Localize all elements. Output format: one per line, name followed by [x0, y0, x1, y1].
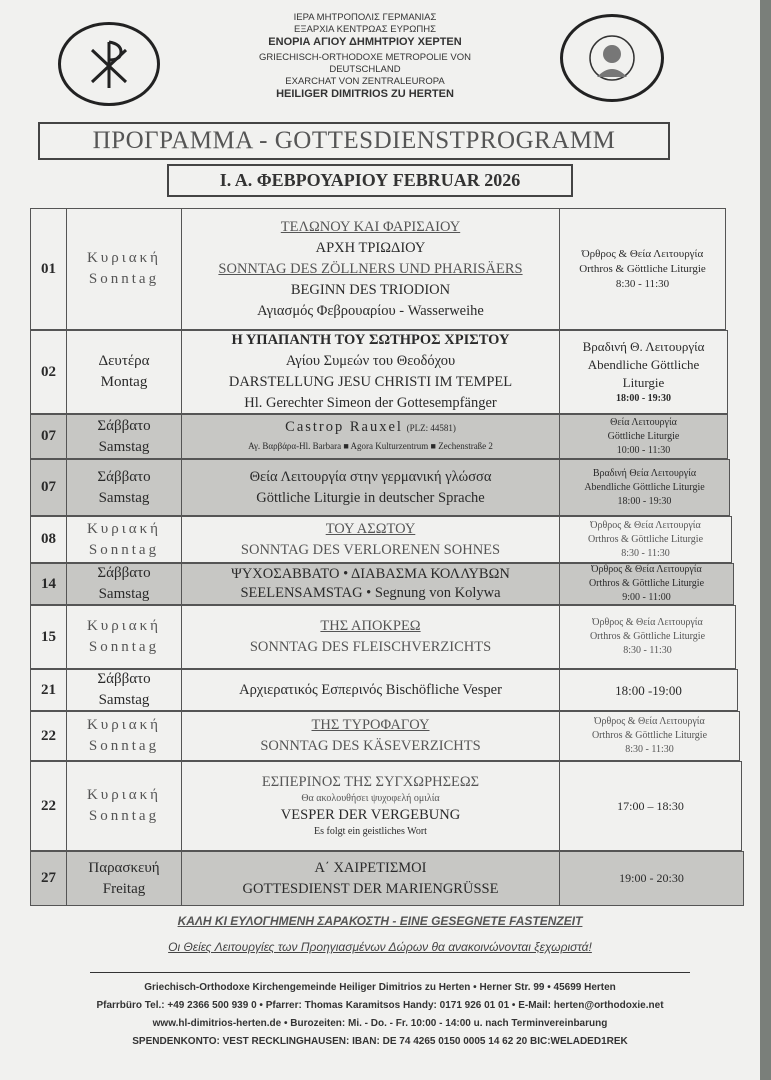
- service-line: DARSTELLUNG JESU CHRISTI IM TEMPEL: [228, 374, 513, 390]
- table-row: [30, 459, 730, 516]
- time-line: 19:00 - 20:30: [619, 871, 684, 885]
- weekday: [67, 670, 182, 710]
- table-row: [30, 563, 734, 605]
- weekday-german: Sonntag: [88, 738, 160, 754]
- background-edge: [760, 0, 771, 1080]
- service-line: SONNTAG DES ZÖLLNERS UND PHARISÄERS: [218, 260, 523, 277]
- service-description: [182, 606, 560, 668]
- time-line: Orthros & Göttliche Liturgie: [588, 578, 705, 589]
- header-line: DEUTSCHLAND: [329, 64, 401, 75]
- service-line: SONNTAG DES FLEISCHVERZICHTS: [249, 639, 492, 655]
- time-line: Όρθρος & Θεία Λειτουργία: [594, 716, 705, 727]
- footer-divider: [90, 972, 690, 973]
- time-line: Abendliche Göttliche: [587, 357, 700, 372]
- service-line: Hl. Gerechter Simeon der Gottesempfänger: [244, 395, 497, 411]
- time-line: Liturgie: [622, 375, 665, 390]
- service-description: [182, 762, 560, 850]
- day-number: 14: [31, 564, 67, 604]
- weekday-greek: Σάββατο: [97, 468, 151, 485]
- saint-portrait-icon: [577, 27, 647, 89]
- weekday: [67, 415, 182, 458]
- table-row: [30, 516, 732, 563]
- service-description: [182, 517, 560, 562]
- time-line: 10:00 - 11:30: [616, 444, 671, 456]
- time-line: Abendliche Göttliche Liturgie: [584, 481, 705, 493]
- parish-contact: Pfarrbüro Tel.: +49 2366 500 939 0 • Pfarrer: Thomas Karamitsos Handy: 0171 926 01 01 • E-Mail: herten@orthodoxie.net: [96, 1000, 664, 1011]
- service-description: [182, 852, 560, 905]
- time-line: 18:00 - 19:30: [617, 495, 672, 507]
- service-time: [560, 415, 727, 458]
- day-number: 01: [31, 209, 67, 329]
- time-line: Όρθρος & Θεία Λειτουργία: [591, 564, 702, 575]
- service-description: [182, 564, 560, 604]
- service-line: BEGINN DES TRIODION: [290, 281, 451, 298]
- time-line: 8:30 - 11:30: [623, 645, 672, 656]
- weekday: [67, 852, 182, 905]
- time-line: 9:00 - 11:00: [622, 592, 671, 603]
- weekday-german: Sonntag: [88, 639, 160, 655]
- header-line: ΕΝΟΡΙΑ ΑΓΙΟΥ ΔΗΜΗΤΡΙΟΥ ΧΕΡΤΕΝ: [268, 36, 462, 48]
- service-description: [182, 331, 560, 413]
- time-line: Όρθρος & Θεία Λειτουργία: [581, 247, 704, 260]
- service-line: Αγιασμός Φεβρουαρίου - Wasserweihe: [257, 302, 484, 319]
- parish-seal-logo: [560, 14, 664, 102]
- service-time: [560, 762, 741, 850]
- time-line: Orthros & Göttliche Liturgie: [589, 631, 706, 642]
- page-title: ΠΡΟΓΡΑΜΜΑ - GOTTESDIENSTPROGRAMM: [38, 122, 670, 160]
- time-line: 18:00 - 19:30: [616, 393, 671, 404]
- weekday-greek: Παρασκευή: [88, 859, 160, 876]
- day-number: 07: [31, 415, 67, 458]
- header-line: ΙΕΡΑ ΜΗΤΡΟΠΟΛΙΣ ΓΕΡΜΑΝΙΑΣ: [293, 12, 437, 23]
- presanctified-note: Οι Θείες Λειτουργίες των Προηγιασμένων Δώρων θα ανακοινώνονται ξεχωριστά!: [168, 940, 592, 954]
- weekday: [67, 209, 182, 329]
- service-line: ΤΟΥ ΑΣΩΤΟΥ: [325, 520, 416, 537]
- table-row: [30, 711, 740, 761]
- weekday: [67, 762, 182, 850]
- service-time: [560, 606, 735, 668]
- time-line: 8:30 - 11:30: [615, 277, 670, 290]
- weekday-greek: Κυριακή: [86, 787, 162, 803]
- service-time: [560, 564, 733, 604]
- time-line: 8:30 - 11:30: [621, 547, 670, 559]
- time-line: Βραδινή Θ. Λειτουργία: [582, 339, 705, 354]
- weekday-greek: Σάββατο: [97, 417, 151, 434]
- weekday: [67, 331, 182, 413]
- weekday-german: Sonntag: [88, 541, 160, 558]
- time-line: Θεία Λειτουργία: [610, 416, 677, 428]
- service-time: [560, 517, 731, 562]
- weekday-german: Samstag: [98, 692, 150, 708]
- church-header: [230, 12, 500, 100]
- day-number: 22: [31, 712, 67, 760]
- lent-greeting: ΚΑΛΗ ΚΙ ΕΥΛΟΓΗΜΕΝΗ ΣΑΡΑΚΟΣΤΗ - EINE GESEGNETE FASTENZEIT: [177, 914, 583, 928]
- service-description: [182, 209, 560, 329]
- service-time: [560, 209, 725, 329]
- service-time: [560, 460, 729, 515]
- service-line: ΤΗΣ ΑΠΟΚΡΕΩ: [320, 618, 421, 634]
- service-time: [560, 331, 727, 413]
- header-line: GRIECHISCH-ORTHODOXE METROPOLIE VON: [258, 52, 471, 63]
- header-line: EXARCHAT VON ZENTRALEUROPA: [285, 76, 445, 87]
- time-line: 8:30 - 11:30: [625, 744, 674, 755]
- service-line: Αγ. Βαρβάρα-Hl. Barbara ■ Agora Kulturzentrum ■ Zechenstraße 2: [248, 441, 493, 451]
- table-row: [30, 330, 728, 414]
- header-line: HEILIGER DIMITRIOS ZU HERTEN: [276, 88, 454, 100]
- parish-website: www.hl-dimitrios-herten.de • Burozeiten: Mi. - Do. - Fr. 10:00 - 14:00 u. nach Terminvereinbarung: [152, 1018, 608, 1029]
- service-line: Η ΥΠΑΠΑΝΤΗ ΤΟΥ ΣΩΤΗΡΟΣ ΧΡΙΣΤΟΥ: [231, 332, 510, 348]
- day-number: 08: [31, 517, 67, 562]
- weekday-greek: Κυριακή: [86, 717, 162, 733]
- time-line: Βραδινή Θεία Λειτουργία: [592, 467, 697, 479]
- time-line: Göttliche Liturgie: [607, 430, 680, 442]
- day-number: 02: [31, 331, 67, 413]
- table-row: [30, 851, 744, 906]
- weekday-greek: Κυριακή: [86, 618, 162, 634]
- day-number: 07: [31, 460, 67, 515]
- day-number: 27: [31, 852, 67, 905]
- time-line: Όρθρος & Θεία Λειτουργία: [590, 519, 701, 531]
- table-row: [30, 761, 742, 851]
- service-time: [560, 712, 739, 760]
- weekday: [67, 712, 182, 760]
- weekday: [67, 564, 182, 604]
- service-time: [560, 852, 743, 905]
- month-heading: Ι. Α. ΦΕΒΡΟΥΑΡΙΟΥ FEBRUAR 2026: [167, 164, 573, 197]
- service-line: Θεία Λειτουργία στην γερμανική γλώσσα: [249, 468, 492, 485]
- day-number: 22: [31, 762, 67, 850]
- weekday-german: Samstag: [98, 489, 150, 506]
- table-row: [30, 414, 728, 459]
- time-line: 17:00 – 18:30: [617, 798, 684, 813]
- service-line: Castrop Rauxel: [285, 419, 403, 435]
- table-row: [30, 669, 738, 711]
- day-number: 15: [31, 606, 67, 668]
- service-line: Αρχιερατικός Εσπερινός Bischöfliche Vesper: [239, 681, 502, 698]
- weekday: [67, 606, 182, 668]
- service-line: GOTTESDIENST DER MARIENGRÜSSE: [242, 880, 499, 897]
- service-description: [182, 670, 560, 710]
- chi-rho-icon: [74, 34, 144, 94]
- service-line: SONNTAG DES VERLORENEN SOHNES: [240, 541, 501, 558]
- service-line: Α΄ ΧΑΙΡΕΤΙΣΜΟΙ: [314, 859, 427, 876]
- weekday-german: Samstag: [98, 586, 150, 602]
- service-line: ΑΡΧΗ ΤΡΙΩΔΙΟΥ: [315, 239, 426, 256]
- table-row: [30, 605, 736, 669]
- service-line: SONNTAG DES KÄSEVERZICHTS: [260, 738, 481, 754]
- service-description: [182, 712, 560, 760]
- weekday: [67, 460, 182, 515]
- service-line: ΤΕΛΩΝΟΥ ΚΑΙ ΦΑΡΙΣΑΙΟΥ: [280, 218, 461, 235]
- parish-address: Griechisch-Orthodoxe Kirchengemeinde Heiliger Dimitrios zu Herten • Herner Str. 99 • 45699 Herten: [144, 982, 616, 993]
- postcode: (PLZ: 44581): [406, 423, 456, 433]
- weekday-german: Sonntag: [88, 271, 160, 287]
- service-line: VESPER DER VERGEBUNG: [280, 807, 461, 823]
- weekday-german: Sonntag: [88, 808, 160, 824]
- service-line: SEELENSAMSTAG • Segnung von Kolywa: [240, 585, 501, 601]
- service-line: Göttliche Liturgie in deutscher Sprache: [256, 489, 485, 506]
- time-line: 18:00 -19:00: [615, 682, 682, 698]
- time-line: Orthros & Göttliche Liturgie: [579, 262, 706, 275]
- weekday-greek: Κυριακή: [86, 250, 162, 266]
- weekday-german: Samstag: [98, 438, 150, 455]
- header-line: ΕΞΑΡΧΙΑ ΚΕΝΤΡΩΑΣ ΕΥΡΩΠΗΣ: [294, 24, 436, 35]
- metropolis-seal-logo: [58, 22, 160, 106]
- service-line: Θα ακολουθήσει ψυχοφελή ομιλία: [301, 793, 440, 804]
- time-line: Όρθρος & Θεία Λειτουργία: [592, 617, 703, 628]
- donation-account: SPENDENKONTO: VEST RECKLINGHAUSEN: IBAN: DE 74 4265 0150 0005 14 62 20 BIC:WELADED1REK: [132, 1036, 628, 1047]
- table-row: [30, 208, 726, 330]
- service-line: ΤΗΣ ΤΥΡΟΦΑΓΟΥ: [311, 717, 430, 733]
- weekday-greek: Σάββατο: [97, 565, 151, 581]
- service-line: ΕΣΠΕΡΙΝΟΣ ΤΗΣ ΣΥΓΧΩΡΗΣΕΩΣ: [261, 774, 480, 790]
- service-description: [182, 460, 560, 515]
- day-number: 21: [31, 670, 67, 710]
- weekday-german: Freitag: [102, 880, 146, 897]
- service-line: ΨΥΧΟΣΑΒΒΑΤΟ • ΔΙΑΒΑΣΜΑ ΚΟΛΛΥΒΩΝ: [231, 566, 510, 582]
- weekday-greek: Σάββατο: [97, 671, 151, 687]
- service-line: Es folgt ein geistliches Wort: [314, 826, 427, 837]
- weekday-greek: Δευτέρα: [98, 353, 150, 369]
- weekday-greek: Κυριακή: [86, 520, 162, 537]
- service-line: Αγίου Συμεών του Θεοδόχου: [285, 353, 456, 369]
- service-description: [182, 415, 560, 458]
- time-line: Orthros & Göttliche Liturgie: [587, 533, 704, 545]
- service-time: [560, 670, 737, 710]
- weekday-german: Montag: [100, 374, 148, 390]
- time-line: Orthros & Göttliche Liturgie: [591, 730, 708, 741]
- weekday: [67, 517, 182, 562]
